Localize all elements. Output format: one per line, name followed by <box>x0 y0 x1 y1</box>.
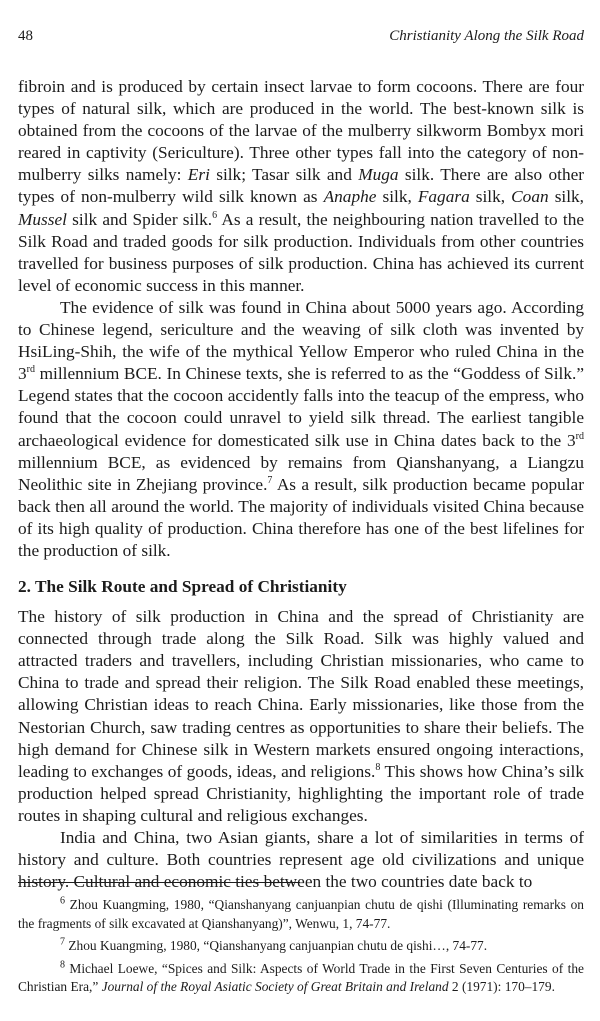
page-number: 48 <box>18 28 33 44</box>
text-run: silk; Tasar silk and <box>209 165 359 185</box>
section-heading: 2. The Silk Route and Spread of Christianity <box>18 577 347 597</box>
journal-title: Journal of the Royal Asiatic Society of Great Britain and Ireland <box>101 979 449 994</box>
footnote-6 <box>18 896 584 933</box>
paragraph-4: India and China, two Asian giants, share a lot of similarities in terms of history and culture. Both countries represent age old civilizations and unique history. Cultural and economic ties between the two countries date back to <box>18 828 584 892</box>
footnote-text: Michael Loewe, “Spices and Silk: Aspects of World Trade in the First Seven Centuries of the Christian Era,” <box>18 960 584 994</box>
text-run: As a result, silk production became popular back then all around the world. The majority of individuals visited China because of its high quality of production. China therefore has one of the best lifelines for the production of silk. <box>18 474 584 560</box>
text-run: This shows how China’s silk production helped spread Christianity, highlighting the important role of trade routes in shaping cultural and religious exchanges. <box>18 761 584 825</box>
footnote-text: Zhou Kuangming, 1980, “Qianshanyang canjuanpian chutu de qishi…, 74-77. <box>68 938 488 953</box>
text-run: silk, <box>548 187 584 207</box>
italic-term: Coan <box>511 187 549 207</box>
running-header <box>18 28 584 50</box>
footnote-number: 6 <box>60 895 65 907</box>
running-title: Christianity Along the Silk Road <box>389 28 584 44</box>
text-run: fibroin and is produced by certain insect larvae to form cocoons. There are four types of natural silk, which are produced in the world. The best-known silk is obtained from the cocoons of the larvae of the mulberry silkworm Bombyx mori reared in captivity (Sericulture). Three other types fall into the category of non-mulberry silks namely: <box>18 77 584 185</box>
paragraph-1 <box>18 76 584 297</box>
paragraph-3 <box>18 606 584 827</box>
ordinal-suffix: rd <box>26 364 35 376</box>
ordinal-suffix: rd <box>575 430 584 442</box>
footnote-number: 7 <box>60 936 65 948</box>
book-page <box>18 28 585 994</box>
italic-term: Muga <box>358 165 399 185</box>
footnote-ref-7[interactable]: 7 <box>267 474 273 486</box>
text-run: The history of silk production in China and the spread of Christianity are connected through trade along the Silk Road. Silk was highly valued and attracted traders and travellers, including Christian missionaries, who came to China to trade and spread their religion. The Silk Road enabled these meetings, allowing Christian ideas to reach China. Early missionaries, like those from the Nestorian Church, saw trading centres as opportunities to share their beliefs. The high demand for Chinese silk in Western markets ensured ongoing interactions, leading to exchanges of goods, ideas, and religions. <box>18 607 584 781</box>
text-run: silk, <box>376 187 418 207</box>
footnote-divider <box>18 882 300 883</box>
text-run: silk and Spider silk. <box>66 209 213 229</box>
text-run: millennium BCE, as evidenced by remains from Qianshanyang, a Liangzu Neolithic site in Zhejiang province. <box>18 452 584 494</box>
footnote-7 <box>18 937 584 956</box>
footnote-text: 2 (1971): 170–179. <box>448 979 555 994</box>
text-run: silk. There are also other types of non-mulberry wild silk known as <box>18 165 585 207</box>
body-text <box>18 76 584 893</box>
footnote-text: Zhou Kuangming, 1980, “Qianshanyang canjuanpian chutu de qishi (Illuminating remarks on the fragments of silk excavated at Qianshanyang)”, Wenwu, 1, 74-77. <box>18 897 584 931</box>
italic-term: Anaphe <box>323 187 377 207</box>
text-run: The evidence of silk was found in China about 5000 years ago. According to Chinese legend, sericulture and the weaving of silk cloth was invented by HsiLing-Shih, the wife of the mythical Yellow Emperor who ruled China in the 3 <box>18 297 584 384</box>
italic-term: Mussel <box>18 209 67 229</box>
italic-term: Eri <box>187 165 210 185</box>
footnote-ref-8[interactable]: 8 <box>375 761 381 773</box>
footnote-ref-6[interactable]: 6 <box>212 209 218 221</box>
text-run: As a result, the neighbouring nation travelled to the Silk Road and traded goods for silk production. Individuals from other countries travelled for business purposes of silk production. China has achieved its current level of economic success in this manner. <box>18 209 585 295</box>
italic-term: Fagara <box>417 187 470 207</box>
footnote-number: 8 <box>60 959 65 971</box>
footnotes <box>18 896 584 1001</box>
text-run: silk, <box>469 187 512 207</box>
text-run: millennium BCE. In Chinese texts, she is referred to as the “Goddess of Silk.” Legend states that the cocoon accidently falls into the teacup of the empress, who found that the cocoon could unravel to yield silk thread. The earliest tangible archaeological evidence for domesticated silk use in China dates back to the 3 <box>18 364 584 450</box>
paragraph-2 <box>18 297 584 562</box>
footnote-8 <box>18 960 584 997</box>
